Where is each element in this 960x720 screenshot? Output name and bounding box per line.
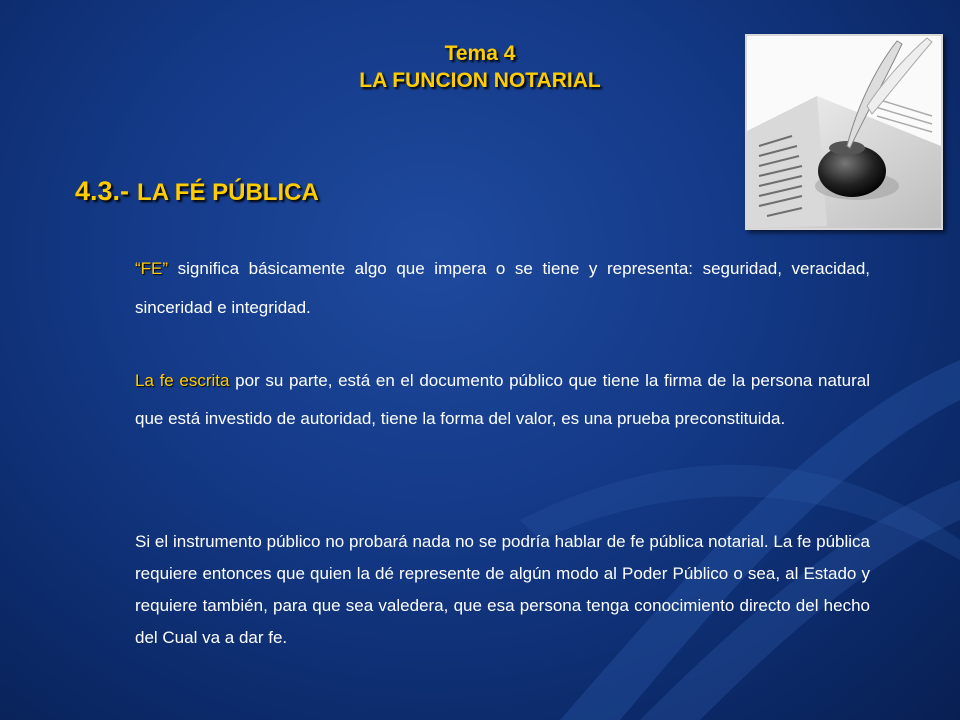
- paragraph-instrumento-publico: Si el instrumento público no probará nada no se podría hablar de fe pública notarial. La fe pública requiere entonces que quien la dé represente de algún modo al Poder Público o sea, al Estado y requiere también, para que sea valedera, que esa persona tenga conocimiento directo del hecho del Cual va a dar fe.: [135, 532, 870, 647]
- section-number: 4.3.-: [75, 176, 130, 206]
- highlight-fe: “FE”: [135, 259, 169, 278]
- highlight-fe-escrita: La fe escrita: [135, 371, 230, 390]
- paragraph-text: significa básicamente algo que impera o se tiene y representa: seguridad, veracidad, sinceridad e integridad.: [135, 259, 870, 317]
- paragraph-fe-escrita: [135, 362, 870, 438]
- topic-title: LA FUNCION NOTARIAL: [359, 69, 601, 92]
- quill-ink-book-icon: [745, 34, 943, 230]
- section-title: [75, 176, 319, 207]
- slide-header: [240, 40, 720, 94]
- topic-number: Tema 4: [444, 42, 516, 65]
- paragraph-text: por su parte, está en el documento público que tiene la firma de la persona natural que está investido de autoridad, tiene la forma del valor, es una prueba preconstituida.: [135, 371, 870, 428]
- section-heading: LA FÉ PÚBLICA: [137, 179, 319, 206]
- paragraph-fe-definition: [135, 249, 870, 327]
